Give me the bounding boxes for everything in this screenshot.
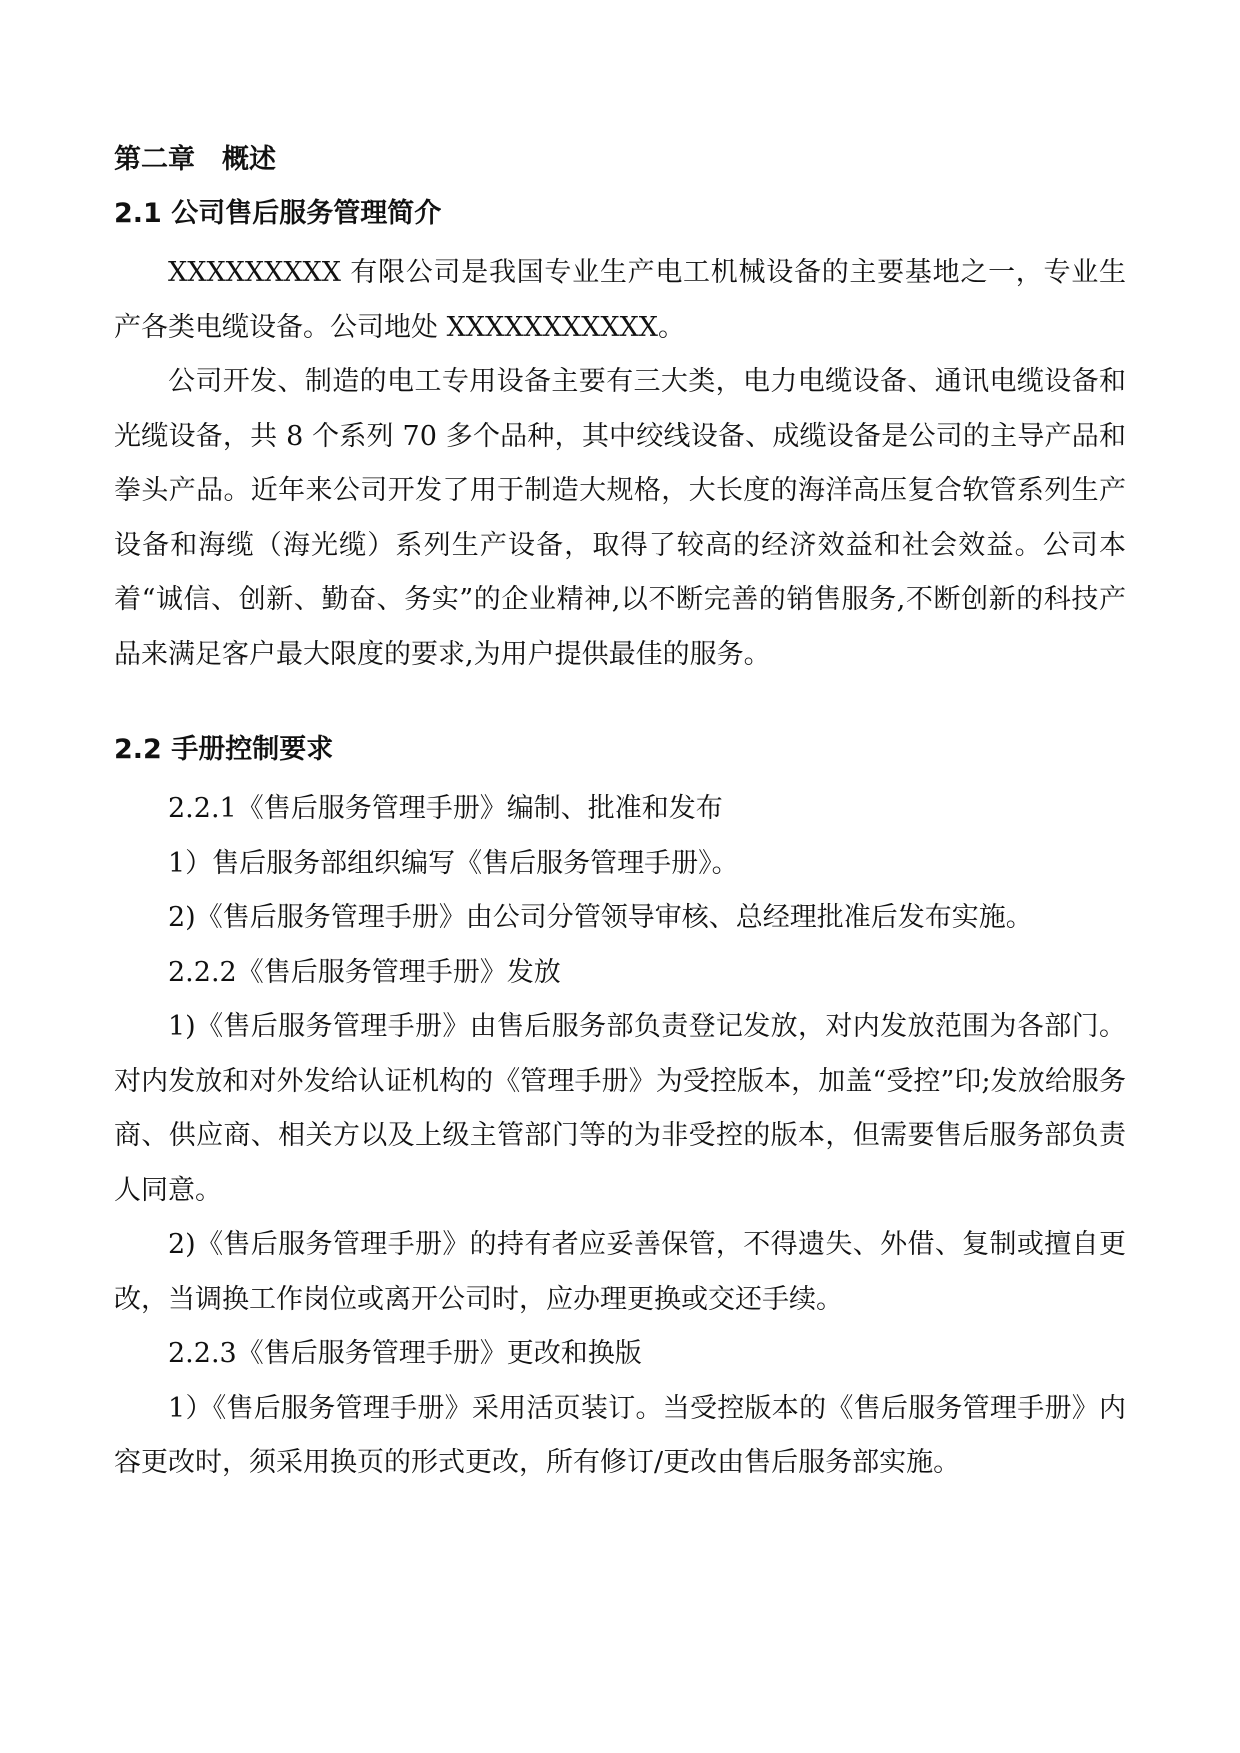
document-page [114,140,1126,1491]
section-spacer [114,682,1126,730]
section-title-2-1: 2.1 公司售后服务管理简介 [114,198,442,229]
section-title-2-2: 2.2 手册控制要求 [114,734,334,765]
list-item-2-2-1-2: 2)《售后服务管理手册》由公司分管领导审核、总经理批准后发布实施。 [168,902,1033,933]
paragraph-products: 公司开发、制造的电工专用设备主要有三大类，电力电缆设备、通讯电缆设备和光缆设备，共 8 个系列 70 多个品种，其中绞线设备、成缆设备是公司的主导产品和拳头产品。近年来公司开发了用于制造大规格，大长度的海洋高压复合软管系列生产设备和海缆（海光缆）系列生产设备，取得了较高的经济效益和社会效益。公司本着“诚信、创新、勤奋、务实”的企业精神,以不断完善的销售服务,不断创新的科技产品来满足客户最大限度的要求,为用户提供最佳的服务。 [114,366,1126,670]
list-item-2-2-3-1: 1）《售后服务管理手册》采用活页装订。当受控版本的《售后服务管理手册》内容更改时，须采用换页的形式更改，所有修订/更改由售后服务部实施。 [114,1392,1126,1478]
list-item-2-2-1-1: 1）售后服务部组织编写《售后服务管理手册》。 [168,847,739,879]
paragraph-company-intro: XXXXXXXXX 有限公司是我国专业生产电工机械设备的主要基地之一，专业生产各类电缆设备。公司地处 XXXXXXXXXXX。 [114,257,1126,343]
chapter-title: 第二章 概述 [114,144,276,175]
subsection-heading-2-2-3: 2.2.3《售后服务管理手册》更改和换版 [168,1338,642,1369]
subsection-heading-2-2-1: 2.2.1《售后服务管理手册》编制、批准和发布 [168,793,723,824]
list-item-2-2-2-2: 2)《售后服务管理手册》的持有者应妥善保管，不得遗失、外借、复制或擅自更改，当调换工作岗位或离开公司时，应办理更换或交还手续。 [114,1229,1126,1315]
list-item-2-2-2-1: 1)《售后服务管理手册》由售后服务部负责登记发放，对内发放范围为各部门。对内发放和对外发给认证机构的《管理手册》为受控版本，加盖“受控”印;发放给服务商、供应商、相关方以及上级主管部门等的为非受控的版本，但需要售后服务部负责人同意。 [114,1011,1126,1206]
subsection-heading-2-2-2: 2.2.2《售后服务管理手册》发放 [168,956,561,988]
